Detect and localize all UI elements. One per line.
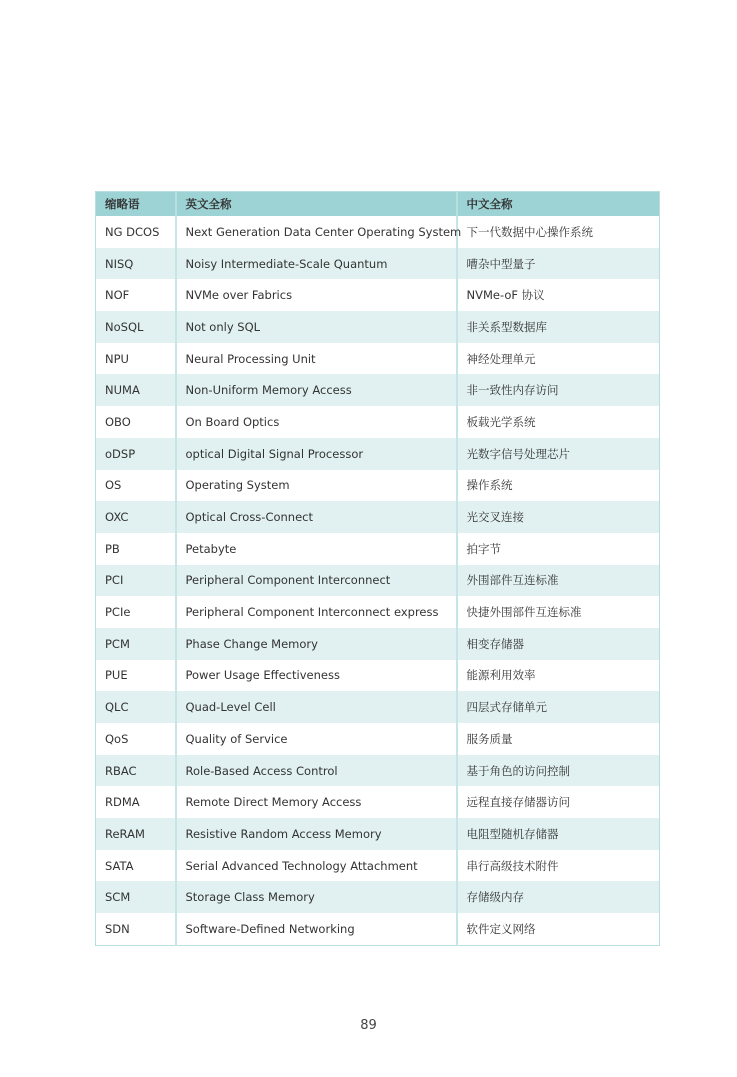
- table-row: [96, 343, 660, 375]
- cell-english-name: Serial Advanced Technology Attachment: [176, 850, 457, 882]
- cell-english-name: Petabyte: [176, 533, 457, 565]
- cell-abbreviation: RDMA: [96, 786, 176, 818]
- cell-chinese-name: 神经处理单元: [466, 351, 536, 366]
- table-row: [96, 406, 660, 438]
- cell-english-name: Quad-Level Cell: [176, 691, 457, 723]
- cell-chinese-name: 非一致性内存访问: [457, 374, 660, 406]
- cell-english-name: Remote Direct Memory Access: [176, 786, 457, 818]
- table-row: [96, 660, 660, 692]
- cell-abbreviation: PCIe: [96, 596, 176, 628]
- cell-english-name: Noisy Intermediate-Scale Quantum: [176, 248, 457, 280]
- table-row: [96, 913, 660, 945]
- cell-abbreviation: RBAC: [96, 755, 176, 787]
- cell-chinese-name: 光交叉连接: [457, 501, 660, 533]
- cell-abbreviation: NISQ: [96, 248, 176, 280]
- header-abbreviation: 缩略语: [96, 192, 176, 217]
- cell-chinese-name: 电阻型随机存储器: [457, 818, 660, 850]
- table-row: [96, 755, 660, 787]
- cell-chinese-name: 服务质量: [466, 731, 513, 746]
- cell-english-name: Role-Based Access Control: [176, 755, 457, 787]
- cell-abbreviation: SATA: [96, 850, 176, 882]
- cell-abbreviation: QLC: [96, 691, 176, 723]
- cell-chinese-name: 能源利用效率: [466, 668, 536, 683]
- cell-chinese-name: 非关系型数据库: [457, 311, 660, 343]
- table-row: [96, 691, 660, 723]
- cell-abbreviation: NUMA: [96, 374, 176, 406]
- cell-abbreviation: NoSQL: [96, 311, 176, 343]
- cell-abbreviation: NPU: [96, 343, 176, 375]
- table-row: [96, 279, 660, 311]
- cell-english-name: Neural Processing Unit: [176, 343, 457, 375]
- cell-chinese-name: 板载光学系统: [466, 414, 536, 429]
- table-row: [96, 248, 660, 280]
- table-row: [96, 596, 660, 628]
- cell-english-name: Not only SQL: [176, 311, 457, 343]
- cell-abbreviation: SCM: [96, 881, 176, 913]
- table-row: [96, 628, 660, 660]
- cell-chinese-name: 存储级内存: [457, 881, 660, 913]
- table-row: [96, 311, 660, 343]
- table-row: [96, 723, 660, 755]
- cell-abbreviation: PUE: [96, 660, 176, 692]
- cell-english-name: Storage Class Memory: [176, 881, 457, 913]
- cell-abbreviation: ReRAM: [96, 818, 176, 850]
- cell-abbreviation: NOF: [96, 279, 176, 311]
- cell-abbreviation: oDSP: [96, 438, 176, 470]
- cell-abbreviation: PCI: [96, 565, 176, 597]
- table-row: [96, 818, 660, 850]
- cell-english-name: Software-Defined Networking: [176, 913, 457, 945]
- cell-english-name: Peripheral Component Interconnect express: [176, 596, 457, 628]
- header-chinese-name: 中文全称: [457, 192, 660, 217]
- table-row: [96, 501, 660, 533]
- cell-chinese-name: 操作系统: [466, 478, 513, 493]
- cell-chinese-name: 快捷外围部件互连标准: [466, 605, 582, 620]
- cell-chinese-name: 串行高级技术附件: [466, 858, 559, 873]
- table-row: [96, 438, 660, 470]
- cell-english-name: Next Generation Data Center Operating System: [176, 216, 457, 248]
- page-number: 89: [360, 1018, 377, 1033]
- cell-chinese-name: 基于角色的访问控制: [457, 755, 660, 787]
- table-row: [96, 786, 660, 818]
- table-row: [96, 565, 660, 597]
- table-row: [96, 533, 660, 565]
- cell-english-name: optical Digital Signal Processor: [176, 438, 457, 470]
- cell-abbreviation: OS: [96, 470, 176, 502]
- cell-english-name: Power Usage Effectiveness: [176, 660, 457, 692]
- cell-abbreviation: QoS: [96, 723, 176, 755]
- abbreviation-table: [95, 191, 660, 946]
- cell-chinese-name: NVMe-oF 协议: [466, 288, 545, 303]
- cell-chinese-name: 外围部件互连标准: [457, 565, 660, 597]
- cell-abbreviation: PB: [96, 533, 176, 565]
- cell-abbreviation: OBO: [96, 406, 176, 438]
- table-row: [96, 216, 660, 248]
- header-english-name: 英文全称: [176, 192, 457, 217]
- cell-english-name: Phase Change Memory: [176, 628, 457, 660]
- cell-chinese-name: 光数字信号处理芯片: [457, 438, 660, 470]
- table-row: [96, 374, 660, 406]
- cell-chinese-name: 软件定义网络: [466, 921, 536, 936]
- cell-english-name: NVMe over Fabrics: [176, 279, 457, 311]
- cell-chinese-name: 远程直接存储器访问: [466, 795, 570, 810]
- cell-chinese-name: 相变存储器: [457, 628, 660, 660]
- cell-chinese-name: 拍字节: [466, 541, 501, 556]
- cell-english-name: Peripheral Component Interconnect: [176, 565, 457, 597]
- cell-english-name: Optical Cross-Connect: [176, 501, 457, 533]
- table-body: [96, 216, 660, 945]
- cell-abbreviation: SDN: [96, 913, 176, 945]
- table-row: [96, 470, 660, 502]
- table-row: [96, 850, 660, 882]
- cell-chinese-name: 下一代数据中心操作系统: [466, 224, 593, 239]
- cell-english-name: Non-Uniform Memory Access: [176, 374, 457, 406]
- table-row: [96, 881, 660, 913]
- cell-english-name: On Board Optics: [176, 406, 457, 438]
- cell-chinese-name: 四层式存储单元: [457, 691, 660, 723]
- cell-abbreviation: PCM: [96, 628, 176, 660]
- cell-chinese-name: 嘈杂中型量子: [457, 248, 660, 280]
- table-header-row: [96, 192, 660, 217]
- cell-english-name: Resistive Random Access Memory: [176, 818, 457, 850]
- cell-abbreviation: NG DCOS: [96, 216, 176, 248]
- cell-english-name: Operating System: [176, 470, 457, 502]
- cell-english-name: Quality of Service: [176, 723, 457, 755]
- cell-abbreviation: OXC: [96, 501, 176, 533]
